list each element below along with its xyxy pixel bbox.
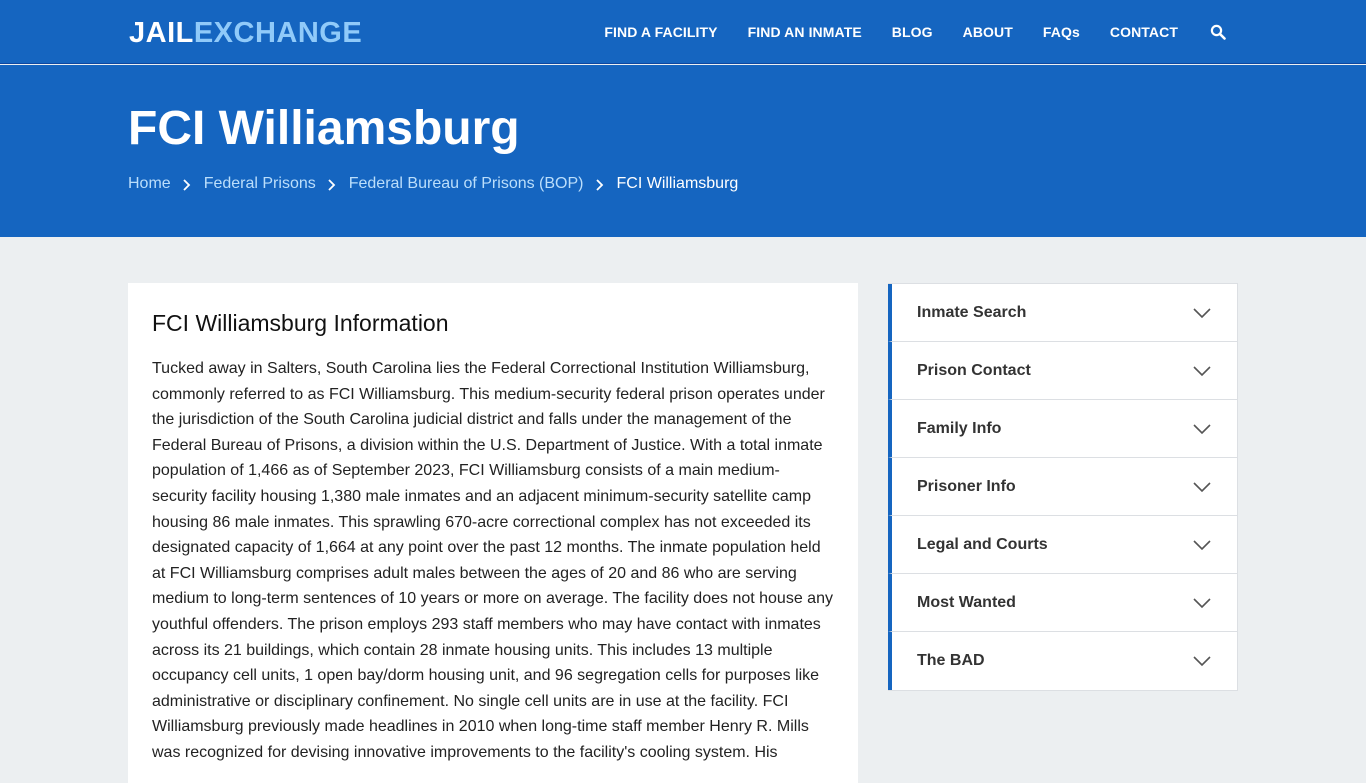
page-hero — [0, 65, 1366, 237]
breadcrumb — [128, 175, 738, 193]
breadcrumb-federal-prisons[interactable]: Federal Prisons — [203, 175, 316, 192]
page-title: FCI Williamsburg — [128, 102, 520, 155]
section-heading: FCI Williamsburg Information — [152, 310, 449, 336]
search-icon[interactable] — [1210, 24, 1226, 40]
logo-text-exchange: EXCHANGE — [193, 17, 363, 49]
sidebar-item-inmate-search[interactable] — [888, 284, 1237, 342]
sidebar-accordion — [888, 283, 1238, 691]
chevron-down-icon — [1193, 480, 1211, 492]
sidebar-item-label: Prison Contact — [917, 361, 1031, 379]
nav-blog[interactable]: BLOG — [891, 24, 933, 40]
chevron-down-icon — [1193, 364, 1211, 376]
sidebar-item-label: Family Info — [917, 419, 1002, 437]
facility-info-card — [128, 283, 858, 783]
sidebar-item-the-bad[interactable] — [888, 632, 1237, 690]
main-nav — [574, 0, 1226, 64]
sidebar-item-label: Legal and Courts — [917, 535, 1048, 553]
sidebar-item-prison-contact[interactable] — [888, 342, 1237, 400]
nav-about[interactable]: ABOUT — [962, 24, 1013, 40]
breadcrumb-current: FCI Williamsburg — [616, 175, 739, 192]
chevron-down-icon — [1193, 654, 1211, 666]
nav-faqs[interactable]: FAQs — [1042, 24, 1080, 40]
sidebar-item-most-wanted[interactable] — [888, 574, 1237, 632]
site-logo[interactable] — [129, 16, 362, 50]
chevron-down-icon — [1193, 596, 1211, 608]
sidebar-item-label: The BAD — [917, 652, 985, 669]
sidebar-item-family-info[interactable] — [888, 400, 1237, 458]
nav-contact[interactable]: CONTACT — [1109, 24, 1178, 40]
sidebar-item-label: Prisoner Info — [917, 477, 1016, 495]
chevron-right-icon — [182, 178, 192, 190]
sidebar-item-label: Inmate Search — [917, 303, 1027, 321]
sidebar-item-label: Most Wanted — [917, 593, 1016, 611]
chevron-down-icon — [1193, 422, 1211, 434]
logo-text-jail: JAIL — [129, 17, 194, 49]
breadcrumb-home[interactable]: Home — [128, 175, 171, 192]
breadcrumb-bop[interactable]: Federal Bureau of Prisons (BOP) — [348, 175, 584, 192]
chevron-right-icon — [595, 178, 605, 190]
chevron-down-icon — [1193, 538, 1211, 550]
facility-description: Tucked away in Salters, South Carolina lies the Federal Correctional Institution Williamsburg, commonly referred to as FCI Williamsburg. This medium-security federal prison operates under the jurisdiction of the South Carolina judicial district and falls under the management of the Federal Bureau of Prisons, a division within the U.S. Department of Justice. With a total inmate population of 1,466 as of September 2023, FCI Williamsburg consists of a main medium-security facility housing 1,380 male inmates and an adjacent minimum-security satellite camp housing 86 male inmates. This sprawling 670-acre correctional complex has not exceeded its designated capacity of 1,664 at any point over the past 12 months. The inmate population held at FCI Williamsburg comprises adult males between the ages of 20 and 86 who are serving medium to long-term sentences of 10 years or more on average. The facility does not house any youthful offenders. The prison employs 293 staff members who may have contact with inmates across its 21 buildings, which contain 28 inmate housing units. This includes 13 multiple occupancy cell units, 1 open bay/dorm housing unit, and 96 segregation cells for purposes like administrative or disciplinary confinement. No single cell units are in use at the facility. FCI Williamsburg previously made headlines in 2010 when long-time staff member Henry R. Mills was recognized for devising innovative improvements to the facility's cooling system. His — [152, 360, 833, 761]
top-navbar — [0, 0, 1366, 64]
sidebar-item-legal-and-courts[interactable] — [888, 516, 1237, 574]
nav-find-an-inmate[interactable]: FIND AN INMATE — [747, 24, 862, 40]
sidebar-item-prisoner-info[interactable] — [888, 458, 1237, 516]
nav-find-a-facility[interactable]: FIND A FACILITY — [604, 24, 718, 40]
chevron-right-icon — [327, 178, 337, 190]
chevron-down-icon — [1193, 306, 1211, 318]
